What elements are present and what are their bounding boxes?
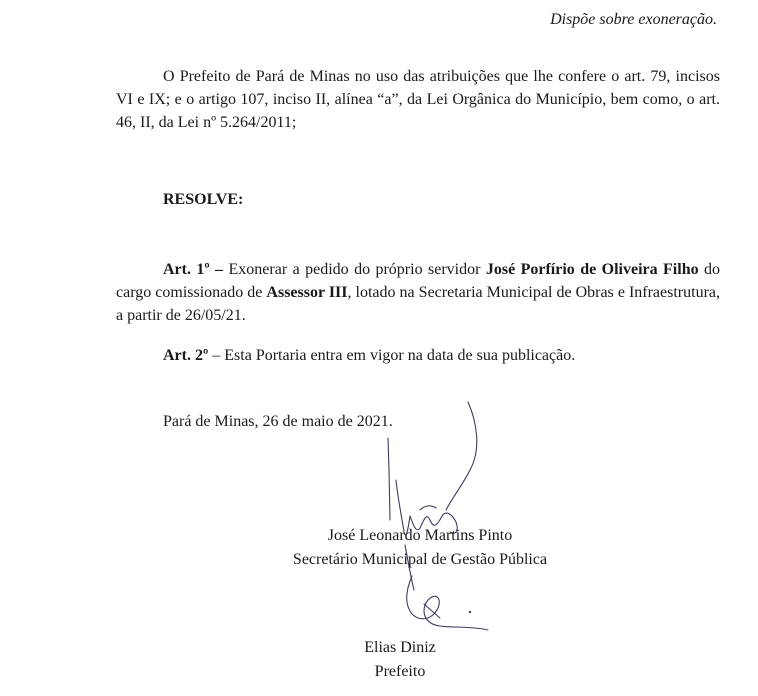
signature-1-stroke-a	[446, 402, 477, 510]
signatory-2	[330, 636, 470, 684]
article-1-text-c: , lotado na Secretaria Municipal de Obras e Infraestrutura, a partir de 26/05/21.	[116, 284, 721, 324]
place-and-date: Pará de Minas, 26 de maio de 2021.	[163, 413, 393, 430]
article-1-label: Art. 1º –	[163, 261, 224, 278]
article-2-label: Art. 2º	[163, 347, 209, 364]
signature-1-stroke-d	[420, 506, 436, 510]
intro-paragraph: O Prefeito de Pará de Minas no uso das atribuições que lhe confere o art. 79, incisos VI e IX; e o artigo 107, inciso II, alínea “a”, da Lei Orgânica do Município, bem como, o art. 46, II, da Lei nº 5.264/2011;	[116, 68, 720, 131]
signature-2-stroke-a	[407, 576, 488, 630]
ementa: Dispõe sobre exoneração.	[550, 11, 717, 28]
servidor-name: José Porfírio de Oliveira Filho	[485, 261, 699, 278]
cargo-name: Assessor III	[266, 284, 348, 301]
signature-1-stroke-b	[388, 438, 390, 520]
signatory-1	[270, 524, 570, 572]
article-1-text-b: do cargo comissionado de	[116, 261, 721, 301]
signature-2-stroke-b	[424, 604, 440, 618]
signatory-1-name: José Leonardo Martins Pinto	[327, 527, 513, 544]
resolve-heading: RESOLVE:	[163, 191, 244, 208]
signatory-2-name: Elias Diniz	[364, 639, 436, 656]
signature-2-dot	[469, 611, 471, 613]
article-1	[116, 258, 720, 327]
article-1-text-a: Exonerar a pedido do próprio servidor	[228, 261, 481, 278]
article-2	[116, 344, 720, 367]
signatory-1-title: Secretário Municipal de Gestão Pública	[292, 551, 548, 568]
article-2-text: – Esta Portaria entra em vigor na data de sua publicação.	[212, 347, 576, 364]
signatory-2-title: Prefeito	[374, 663, 426, 680]
